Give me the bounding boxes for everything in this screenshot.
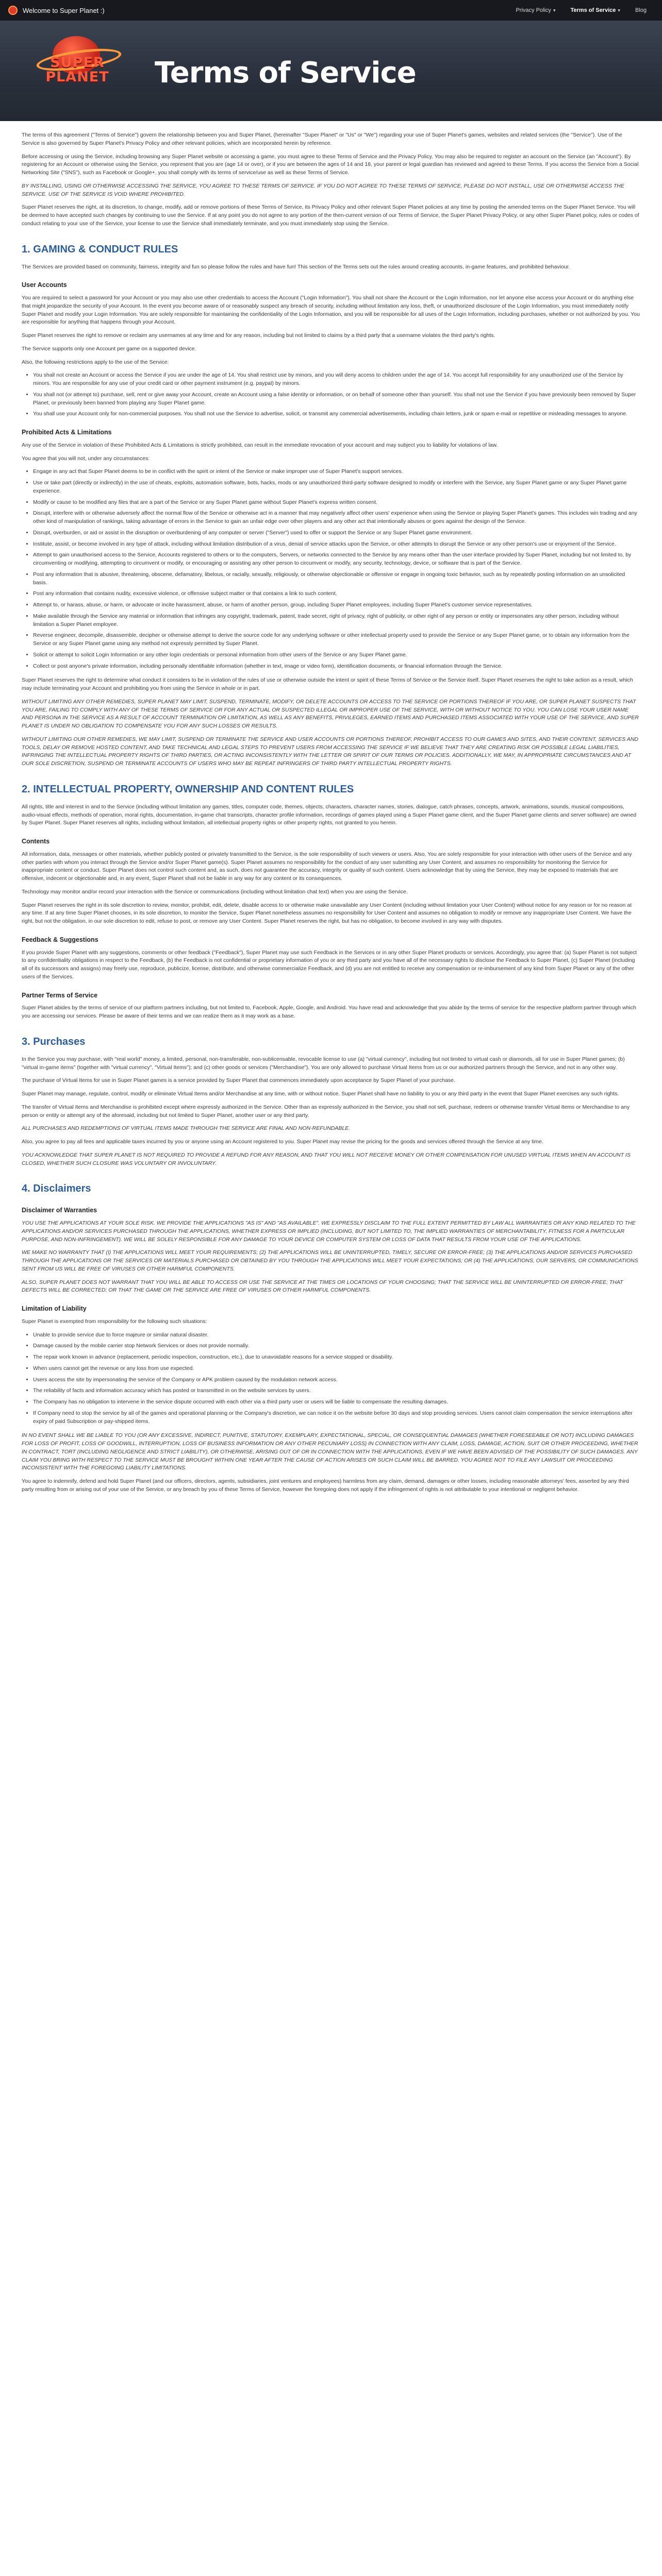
chevron-down-icon[interactable]: ▾ xyxy=(553,8,556,13)
list-item: • Engage in any act that Super Planet deems to be in conflict with the spirit or intent of the Service or make improper use of Super Planet's support services. xyxy=(33,468,640,476)
list-item: • The repair work known in advance (replacement, periodic inspection, construction, etc.), due to unavoidable reasons for a service stopped or disability. xyxy=(33,1353,640,1362)
hero-banner xyxy=(0,21,662,121)
list-item: • If Company need to stop the service by all of the games and operational planning or the Company's discretion, we can notice it on the website before 30 days and stop providing services. Users cannot claim compensation the service interruptions after expiry of paid Subscription or pay-shipped items. xyxy=(33,1410,640,1426)
nav-blog[interactable]: Blog xyxy=(635,7,647,13)
section-paragraph: The Services are provided based on community, fairness, integrity and fun so please follow the rules and have fun! This section of the Terms sets out the rules around creating accounts, in-game features, and prohibited behaviour. xyxy=(22,263,570,270)
section-paragraph: The transfer of Virtual Items and Merchandise is prohibited except where expressly authorized in the Service. Other than as expressly authorized in the Service, you shall not sell, purchase, redeem or otherwise transfer Virtual Items or Merchandise to any person or entity or attempt any of the aforesaid, including but not limited to Super Planet, another user or any third party. xyxy=(22,1104,630,1118)
restrictions-list xyxy=(22,371,640,418)
brand-logo xyxy=(31,56,124,84)
caps-notice: YOU USE THE APPLICATIONS AT YOUR SOLE RISK. WE PROVIDE THE APPLICATIONS "AS IS" AND "AS AVAILABLE". WE EXPRESSLY DISCLAIM TO THE FULL EXTENT PERMITTED BY LAW ALL WARRANTIES OR ANY KIND RELATED TO THE APPLICATIONS AND/OR SERVICES PURCHASED THROUGH THE APPLICATIONS, WHETHER EXPRESS OR IMPLIED (INCLUDING, BUT NOT LIMITED TO, THE IMPLIED WARRANTIES OF MERCHANTABILITY, FITNESS FOR A PARTICULAR PURPOSE, AND NON-INFRINGEMENT). WE WILL BE SOLELY RESPONSIBLE FOR ANY DAMAGE TO YOUR DEVICE OR COMPUTER SYSTEM OR LOSS OF DATA THAT RESULTS FROM YOUR USE OF THE APPLICATIONS. xyxy=(22,1220,636,1243)
subsection-heading: User Accounts xyxy=(22,281,67,289)
terms-content xyxy=(22,131,640,1499)
section-paragraph: All rights, title and interest in and to the Service (including without limitation any games, titles, computer code, themes, objects, characters, character names, stories, dialogue, catch phrases, concepts, artwork, animations, sounds, musical compositions, audio-visual effects, methods of operation, moral rights, documentation, in-game chat transcripts, character profile information, recordings of games played using a Super Planet game client, and the Super Planet game clients and server software) are owned by Super Planet. Super Planet reserves all rights, including without limitation, all intellectual property rights or other property rights, not granted to you herein. xyxy=(22,803,637,826)
list-item: • Damage caused by the mobile carrier stop Network Services or does not provide normally. xyxy=(33,1342,640,1350)
list-item: • The Company has no obligation to intervene in the service dispute occurred with each other via a third party user or users will be liable to compensate the resulting damages. xyxy=(33,1398,640,1406)
list-item: • Disrupt, interfere with or otherwise adversely affect the normal flow of the Service or otherwise act in a manner that may negatively affect other users' experience when using the Service or playing Super Planet's games. This includes win trading and any other kind of manipulation of rankings, taking advantage of errors in the Service to gain an unfair edge over other players and any other act that intentionally abuses or goes against the design of the Service. xyxy=(33,510,640,526)
nav-privacy-policy[interactable]: Privacy Policy xyxy=(516,7,551,13)
site-title[interactable]: Welcome to Super Planet :) xyxy=(23,7,105,14)
section-paragraph: The purchase of Virtual Items for use in Super Planet games is a service provided by Super Planet that commences immediately upon acceptance by Super Planet of your purchase. xyxy=(22,1077,455,1084)
list-item: • Attempt to gain unauthorised access to the Service, Accounts registered to others or to the computers, Servers, or networks connected to the Service by any means other than the user interface provided by Super Planet, including but not limited to, by circumventing or modifying, attempting to circumvent or modify, or encouraging or assisting any other person to circumvent or modify, any security, technology, device, or software that is part of the Service. xyxy=(33,551,640,568)
subsection-heading: Limitation of Liability xyxy=(22,1305,87,1312)
intro-caps-notice: BY INSTALLING, USING OR OTHERWISE ACCESSING THE SERVICE, YOU AGREE TO THESE TERMS OF SERVICE. IF YOU DO NOT AGREE TO THESE TERMS OF SERVICE, PLEASE DO NOT INSTALL, USE OR OTHERWISE ACCESS THE SERVICE. USE OF THE SERVICE IS VOID WHERE PROHIBITED. xyxy=(22,182,624,197)
intro-paragraph: The terms of this agreement ("Terms of Service") govern the relationship between you and Super Planet, (hereinafter "Super Planet" or "Us" or "We") regarding your use of Super Planet's games, websites and related services (the "Service"). Use of the Service is also governed by Super Planet's Privacy Policy and other relevant policies, which are incorporated herein by reference. xyxy=(22,132,622,146)
main-nav xyxy=(502,6,647,15)
section-heading: 4. Disclaimers xyxy=(22,1183,91,1195)
brand-logo-line1: SUPER xyxy=(50,55,105,71)
caps-notice: WITHOUT LIMITING OUR OTHER REMEDIES, WE MAY LIMIT, SUSPEND OR TERMINATE THE SERVICE AND USER ACCOUNTS OR PORTIONS THEREOF, PROHIBIT ACCESS TO OUR GAMES AND SITES, AND THEIR CONTENT, SERVICES AND TOOLS, DELAY OR REMOVE HOSTED CONTENT, AND TAKE TECHNICAL AND LEGAL STEPS TO PREVENT USERS FROM ACCESSING THE SERVICE IF WE BELIEVE THAT THEY ARE CREATING RISK OR POSSIBLE LEGAL LIABILITIES, INFRINGING THE INTELLECTUAL PROPERTY RIGHTS OF THIRD PARTIES, OR ACTING INCONSISTENTLY WITH THE LETTER OR SPIRIT OF OUR TERMS OR POLICIES. ADDITIONALLY, WE MAY, IN APPROPRIATE CIRCUMSTANCES AND AT OUR SOLE DISCRETION, SUSPEND OR TERMINATE ACCOUNTS OF USERS WHO MAY BE REPEAT INFRINGERS OF THIRD PARTY INTELLECTUAL PROPERTY RIGHTS. xyxy=(22,736,638,767)
section-paragraph: You agree that you will not, under any circumstances: xyxy=(22,455,150,462)
list-item: • Institute, assist, or become involved in any type of attack, including without limitation distribution of a virus, denial of service attacks upon the Service, or other attempts to disrupt the Service or any other person's use or enjoyment of the Service. xyxy=(33,540,640,549)
liability-exemption-list xyxy=(22,1331,640,1426)
caps-notice: WE MAKE NO WARRANTY THAT (I) THE APPLICATIONS WILL MEET YOUR REQUIREMENTS; (2) THE APPLICATIONS WILL BE UNINTERRUPTED, TIMELY, SECURE OR ERROR-FREE; (3) THE APPLICATIONS AND/OR SERVICES PURCHASED THROUGH THE APPLICATIONS OR THE SERVICES OR MATERIALS PURCHASED OR OBTAINED BY YOU THROUGH THE APPLICATIONS WILL MEET YOUR EXPECTATIONS; OR (4) THE APPLICATIONS, OUR SERVERS, OR COMMUNICATIONS SENT FROM US WILL BE FREE OF VIRUSES OR OTHER HARMFUL COMPONENTS. xyxy=(22,1249,638,1272)
caps-notice: ALSO, SUPER PLANET DOES NOT WARRANT THAT YOU WILL BE ABLE TO ACCESS OR USE THE SERVICE AT THE TIMES OR LOCATIONS OF YOUR CHOOSING; THAT THE SERVICE WILL BE UNINTERRUPTED OR ERROR-FREE; THAT DEFECTS WILL BE CORRECTED; OR THAT THE GAME OR THE SERVICE ARE FREE OF VIRUSES OR OTHER HARMFUL COMPONENTS. xyxy=(22,1279,623,1294)
list-item: • You shall not create an Account or access the Service if you are under the age of 14. You shall restrict use by minors, and you will deny access to children under the age of 14. You accept full responsibility for any unauthorized use of the Service by minors. You are responsible for any use of your credit card or other payment instrument (e.g. paypal) by minors. xyxy=(33,371,640,388)
section-paragraph: All information, data, messages or other materials, whether publicly posted or privately transmitted to the Service, is the sole responsibility of such viewers or users. Also, You are solely responsible for your interaction with other users of the Service and any other parties with whom you interact through the Service and/or Super Planet game(s). Super Planet assumes no responsibility for the conduct of any user submitting any User Content, and assumes no responsibility for monitoring the Service for inappropriate content or conduct. Super Planet does not control such content and, as such, does not guarantee the accuracy, integrity or quality of such content. Users acknowledge that by using the Service, they may be exposed to materials that are offensive, indecent or objectionable and, in any event, Super Planet shall not be liable in any way for any content or its consequences. xyxy=(22,851,632,882)
list-item: • Post any information that contains nudity, excessive violence, or offensive subject matter or that contains a link to such content. xyxy=(33,590,640,598)
chevron-down-icon[interactable]: ▾ xyxy=(618,8,620,13)
section-paragraph: Also, the following restrictions apply to the use of the Service: xyxy=(22,359,169,365)
list-item: • You shall not (or attempt to) purchase, sell, rent or give away your Account, create an Account using a false identity or information, or on behalf of someone other than yourself. You shall not use the Service if you have previously been removed by Super Planet, or previously been banned from playing any Super Planet game. xyxy=(33,391,640,408)
section-paragraph: Super Planet is exempted from responsibility for the following such situations: xyxy=(22,1318,207,1325)
caps-notice: WITHOUT LIMITING ANY OTHER REMEDIES, SUPER PLANET MAY LIMIT, SUSPEND, TERMINATE, MODIFY, OR DELETE ACCOUNTS OR ACCESS TO THE SERVICE OR PORTIONS THEREOF IF YOU ARE, OR SUPER PLANET SUSPECTS THAT YOU ARE, FAILING TO COMPLY WITH ANY OF THESE TERMS OF SERVICE OR FOR ANY ACTUAL OR SUSPECTED ILLEGAL OR IMPROPER USE OF THE SERVICE, WITH OR WITHOUT NOTICE TO YOU. YOU CAN LOSE YOUR USER NAME AND PERSONA IN THE SERVICE AS A RESULT OF ACCOUNT TERMINATION OR LIMITATION, AS WELL AS ANY BENEFITS, PRIVILEGES, EARNED ITEMS AND PURCHASED ITEMS ASSOCIATED WITH YOUR USE OF THE SERVICE, AND SUPER PLANET IS UNDER NO OBLIGATION TO COMPENSATE YOU FOR ANY SUCH LOSSES OR RESULTS. xyxy=(22,698,639,729)
section-paragraph: Any use of the Service in violation of these Prohibited Acts & Limitations is strictly prohibited, can result in the immediate revocation of your account and may subject you to liability for violations of law. xyxy=(22,442,498,448)
section-heading: 2. INTELLECTUAL PROPERTY, OWNERSHIP AND CONTENT RULES xyxy=(22,783,354,795)
site-logo-icon[interactable] xyxy=(8,6,18,15)
intro-paragraph: Before accessing or using the Service, including browsing any Super Planet website or accessing a game, you must agree to these Terms of Service and the Privacy Policy. You may also be required to register an account on the Service (an "Account"). By registering for an Account or otherwise using the Service, you represent that you are (age 14 or over), or if you are between the ages of 14 and 18, your parent or legal guardian has reviewed and agreed to these Terms. If you access the Service from a Social Networking Site ("SNS"), such as Facebook or Google+, you shall comply with its terms of service/use as well as these Terms of Service. xyxy=(22,153,639,176)
brand-logo-line2: PLANET xyxy=(45,69,109,85)
caps-notice: IN NO EVENT SHALL WE BE LIABLE TO YOU (OR ANY EXCESSIVE, INDIRECT, PUNITIVE, STATUTORY, EXEMPLARY, EXPECTATIONAL, SPECIAL, OR CONSEQUENTIAL DAMAGES (WHETHER FORESEEABLE OR NOT) INCLUDING DAMAGES FOR LOSS OF PROFIT, LOSS OF GOODWILL, INTERRUPTION, LOSS OF BUSINESS INFORMATION OR ANY OTHER PECUNIARY LOSS) IN CONNECTION WITH ANY CLAIM, LOSS, DAMAGE, ACTION, SUIT OR OTHER PROCEEDING, WHETHER IN CONTRACT, TORT (INCLUDING NEGLIGENCE AND STRICT LIABILITY), OR OTHERWISE, ARISING OUT OF OR IN CONNECTION WITH THE APPLICATIONS, EVEN IF WE HAVE BEEN ADVISED OF THE POSSIBILITY OF SUCH DAMAGES. ANY CLAIM YOU BRING WITH RESPECT TO THE SERVICE MUST BE BROUGHT WITHIN ONE YEAR AFTER THE CAUSE OF ACTION ARISES OR SUCH CLAIM WILL BE BARRED. YOU AGREE NOT TO FILE ANY LAWSUIT OR PROCEEDING INCONSISTENT WITH THE FOREGOING LIABILITY LIMITATIONS. xyxy=(22,1432,638,1471)
subsection-heading: Partner Terms of Service xyxy=(22,991,98,999)
list-item: • Make available through the Service any material or information that infringes any copyright, trademark, patent, trade secret, right of privacy, right of publicity, or other right of any person or entity or impersonates any other person, including without limitation a Super Planet employee. xyxy=(33,613,640,629)
list-item: • Post any information that is abusive, threatening, obscene, defamatory, libelous, or racially, sexually, religiously, or otherwise objectionable or offensive or engage in ongoing toxic behavior, such as by repeatedly posting information on an unsolicited basis. xyxy=(33,571,640,587)
list-item: • Collect or post anyone's private information, including personally identifiable information (whether in text, image or video form), identification documents, or financial information through the Service. xyxy=(33,663,640,671)
list-item: • Use or take part (directly or indirectly) in the use of cheats, exploits, automation software, bots, hacks, mods or any unauthorized third-party software designed to modify or interfere with the Service, any Super Planet game or any Super Planet game experience. xyxy=(33,479,640,496)
top-navigation-bar xyxy=(0,0,662,21)
list-item: • Reverse engineer, decompile, disassemble, decipher or otherwise attempt to derive the source code for any underlying software or other intellectual property used to provide the Service or any Super Planet game, or to obtain any information from the Service or any Super Planet game using any method not expressly permitted by Super Planet. xyxy=(33,632,640,648)
list-item: • The reliability of facts and information accuracy which has posted or transmitted in on the website services by users. xyxy=(33,1387,640,1395)
section-paragraph: The Service supports only one Account per game on a supported device. xyxy=(22,345,196,352)
section-paragraph: Super Planet reserves the right to determine what conduct it considers to be in violation of the rules of use or otherwise outside the intent or spirit of these Terms of Service or the Service itself. Super Planet reserves the right to take action as a result, which may include terminating your Account and prohibiting you from using the Service in whole or in part. xyxy=(22,677,633,691)
prohibited-acts-list xyxy=(22,468,640,670)
list-item: • Attempt to, or harass, abuse, or harm, or advocate or incite harassment, abuse, or harm of another person, group, including Super Planet employees, including Super Planet's customer service representatives. xyxy=(33,601,640,609)
list-item: • Solicit or attempt to solicit Login Information or any other login credentials or personal information from other users of the Service or any Super Planet game. xyxy=(33,651,640,659)
caps-notice: YOU ACKNOWLEDGE THAT SUPER PLANET IS NOT REQUIRED TO PROVIDE A REFUND FOR ANY REASON, AND THAT YOU WILL NOT RECEIVE MONEY OR OTHER COMPENSATION FOR UNUSED VIRTUAL ITEMS WHEN AN ACCOUNT IS CLOSED, WHETHER SUCH CLOSURE WAS VOLUNTARY OR INVOLUNTARY. xyxy=(22,1151,631,1166)
section-paragraph: In the Service you may purchase, with "real world" money, a limited, personal, non-transferable, non-sublicensable, revocable license to use (a) "virtual currency", including but not limited to virtual cash or diamonds, all for use in Super Planet games; (b) "virtual in-game items" (together with "virtual currency", "Virtual Items"); and (c) other goods or services ("Merchandise"). You are only allowed to purchase Virtual Items from us or our authorized partners through the Service, and not in any other way. xyxy=(22,1056,625,1071)
section-paragraph: Technology may monitor and/or record your interaction with the Service or communications (including without limitation chat text) when you are using the Service. xyxy=(22,888,408,895)
intro-paragraph: Super Planet reserves the right, at its discretion, to change, modify, add or remove portions of these Terms of Service, its Privacy Policy and other relevant Super Planet policies at any time by posting the amended terms on the Super Planet Service. You will be deemed to have accepted such changes by continuing to use the Service. If at any point you do not agree to any portion of the then-current version of our Terms of Service, the Super Planet Privacy Policy, or any other Super Planet policy, rules or codes of conduct relating to your use of the Service, your license to use the Service shall immediately terminate, and you must immediately stop using the Service. xyxy=(22,204,639,227)
section-paragraph: You agree to indemnify, defend and hold Super Planet (and our officers, directors, agents, subsidiaries, joint ventures and employees) harmless from any claim, demand, damages or other losses, including reasonable attorneys' fees, asserted by any third party resulting from or arising out of your use of the Service, or any breach by you of these Terms of Service, however the foregoing does not apply if the infringement of rights is not attributable to your intentional or negligent behavior. xyxy=(22,1478,629,1493)
section-paragraph: Super Planet may manage, regulate, control, modify or eliminate Virtual Items and/or Merchandise at any time, with or without notice. Super Planet shall have no liability to you or any third party in the event that Super Planet exercises any such rights. xyxy=(22,1091,619,1097)
list-item: • Disrupt, overburden, or aid or assist in the disruption or overburdening of any computer or server ("Server") used to offer or support the Service or any Super Planet game environment. xyxy=(33,529,640,537)
caps-notice: ALL PURCHASES AND REDEMPTIONS OF VIRTUAL ITEMS MADE THROUGH THE SERVICE ARE FINAL AND NON-REFUNDABLE. xyxy=(22,1125,351,1132)
nav-terms-of-service[interactable]: Terms of Service xyxy=(570,7,616,13)
section-paragraph: If you provide Super Planet with any suggestions, comments or other feedback ("Feedback"), Super Planet may use such Feedback in the Services or in any other Super Planet products or services. Accordingly, you agree that: (a) Super Planet is not subject to any confidentiality obligations in respect to the Feedback, (b) the Feedback is not confidential or proprietary information of you or any third party and you have all of the necessary rights to disclose the Feedback to Super Planet, (c) Super Planet (including all of its successors and assigns) may freely use, reproduce, publicize, license, distribute, and otherwise commercialize Feedback, and (d) you are not entitled to receive any compensation or re-imbursement of any kind from Super Planet or any of the other users of the Services. xyxy=(22,949,637,980)
section-paragraph: You are required to select a password for your Account or you may also use other credentials to access the Account ("Login Information"). You shall not share the Account or the Login Information, nor let anyone else access your Account or do anything else that might jeopardize the security of your Account. In the event you become aware of or reasonably suspect any breach of security, including without limitation any loss, theft, or unauthorized disclosure of the Login Information, you must immediately notify Super Planet and modify your Login Information. You are solely responsible for maintaining the confidentiality of the Login Information, and you will be responsible for all uses of the Login Information, including purchases, whether or not authorized by you. You are responsible for anything that happens through your Account. xyxy=(22,295,640,326)
section-paragraph: Super Planet reserves the right to remove or reclaim any usernames at any time and for any reason, including but not limited to claims by a third party that a username violates the third party's rights. xyxy=(22,332,495,338)
section-heading: 3. Purchases xyxy=(22,1036,86,1047)
section-paragraph: Super Planet reserves the right in its sole discretion to review, monitor, prohibit, edit, delete, disable access to or otherwise make unavailable any User Content (including without limitation your User Content) without notice for any reason or for no reason at any time. If at any time Super Planet chooses, in its sole discretion, to monitor the Service, Super Planet nonetheless assumes no responsibility for User Content and assumes no obligation to modify or remove any inappropriate User Content. We have the right, but not the obligation, in our sole discretion to edit, refuse to post, or remove any User Content. Super Planet reserves the right, but has no obligation, to become involved in any way with disputes. xyxy=(22,902,632,924)
list-item: • Modify or cause to be modified any files that are a part of the Service or any Super Planet game without Super Planet's express written consent. xyxy=(33,499,640,507)
subsection-heading: Contents xyxy=(22,838,50,845)
section-paragraph: Super Planet abides by the terms of service of our platform partners including, but not limited to, Facebook, Apple, Google, and Android. You have read and acknowledge that you abide by the terms of service for the respective platform partner through which you are accessing our services. Please be aware of their terms and we can realize them as it may work as a base. xyxy=(22,1005,636,1019)
section-paragraph: Also, you agree to pay all fees and applicable taxes incurred by you or anyone using an Account registered to you. Super Planet may revise the pricing for the goods and services offered through the Service at any time. xyxy=(22,1139,543,1145)
list-item: • Users access the site by impersonating the service of the Company or APK problem caused by the modulation network access. xyxy=(33,1376,640,1384)
subsection-heading: Prohibited Acts & Limitations xyxy=(22,429,112,436)
page-title: Terms of Service xyxy=(155,56,416,90)
list-item: • When users cannot get the revenue or any loss from use expected. xyxy=(33,1365,640,1373)
section-heading: 1. GAMING & CONDUCT RULES xyxy=(22,243,178,255)
list-item: • Unable to provide service due to force majeure or similar natural disaster. xyxy=(33,1331,640,1340)
subsection-heading: Feedback & Suggestions xyxy=(22,936,98,943)
list-item: • You shall use your Account only for non-commercial purposes. You shall not use the Service to advertise, solicit, or transmit any commercial advertisements, including chain letters, junk or spam e-mail or repetitive or misleading messages to anyone. xyxy=(33,410,640,418)
subsection-heading: Disclaimer of Warranties xyxy=(22,1207,97,1214)
